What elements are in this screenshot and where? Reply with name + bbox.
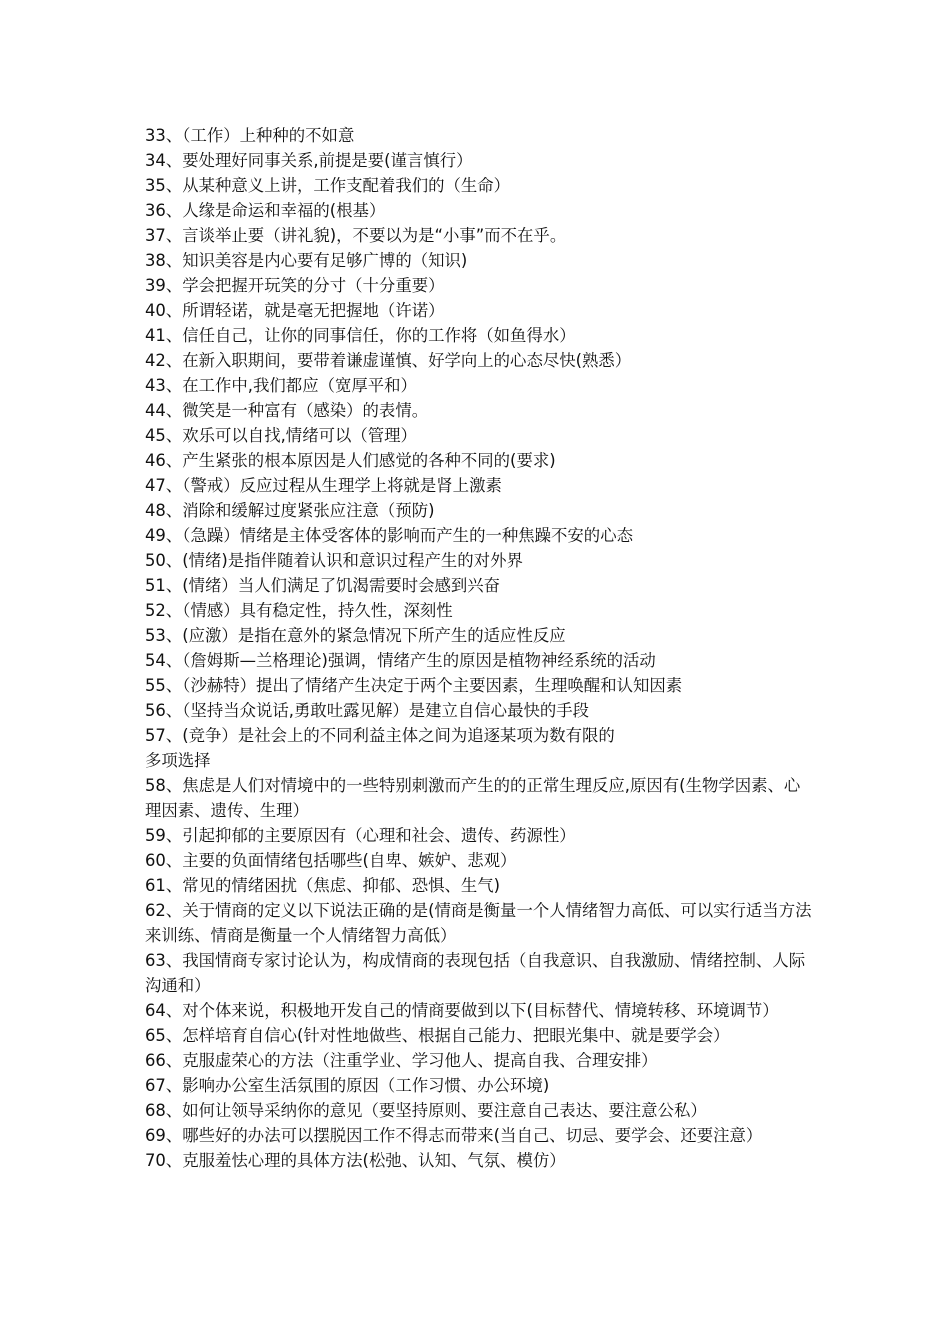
text-line: 47、（警戒）反应过程从生理学上将就是肾上激素 <box>145 476 502 495</box>
text-line: 33、（工作）上种种的不如意 <box>145 126 355 145</box>
text-line: 58、焦虑是人们对情境中的一些特别刺激而产生的的正常生理反应,原因有(生物学因素、心理因素、遗传、生理） <box>145 776 801 820</box>
text-line: 36、人缘是命运和幸福的(根基） <box>145 201 386 220</box>
text-line: 64、对个体来说，积极地开发自己的情商要做到以下(目标替代、情境转移、环境调节） <box>145 1001 779 1020</box>
text-line: 42、在新入职期间，要带着谦虚谨慎、好学向上的心态尽快(熟悉） <box>145 351 632 370</box>
text-line: 55、（沙赫特）提出了情绪产生决定于两个主要因素，生理唤醒和认知因素 <box>145 676 683 695</box>
text-line: 46、产生紧张的根本原因是人们感觉的各种不同的(要求) <box>145 451 556 470</box>
text-line: 67、影响办公室生活氛围的原因（工作习惯、办公环境) <box>145 1076 550 1095</box>
text-line: 49、（急躁）情绪是主体受客体的影响而产生的一种焦躁不安的心态 <box>145 526 633 545</box>
text-line: 39、学会把握开玩笑的分寸（十分重要） <box>145 276 445 295</box>
text-line: 34、要处理好同事关系,前提是要(谨言慎行） <box>145 151 473 170</box>
text-line: 68、如何让领导采纳你的意见（要坚持原则、要注意自己表达、要注意公私） <box>145 1101 707 1120</box>
text-line: 65、怎样培育自信心(针对性地做些、根据自己能力、把眼光集中、就是要学会） <box>145 1026 730 1045</box>
text-line: 70、克服羞怯心理的具体方法(松弛、认知、气氛、模仿） <box>145 1151 566 1170</box>
text-line: 35、从某种意义上讲，工作支配着我们的（生命） <box>145 176 511 195</box>
text-line: 48、消除和缓解过度紧张应注意（预防) <box>145 501 435 520</box>
text-line: 37、言谈举止要（讲礼貌)，不要以为是“小事”而不在乎。 <box>145 226 567 245</box>
text-line: 56、（坚持当众说话,勇敢吐露见解）是建立自信心最快的手段 <box>145 701 590 720</box>
text-line: 43、在工作中,我们都应（宽厚平和） <box>145 376 417 395</box>
text-line: 50、(情绪)是指伴随着认识和意识过程产生的对外界 <box>145 551 523 570</box>
text-line: 59、引起抑郁的主要原因有（心理和社会、遗传、药源性） <box>145 826 576 845</box>
text-line: 63、我国情商专家讨论认为，构成情商的表现包括（自我意识、自我激励、情绪控制、人际沟通和） <box>145 951 806 995</box>
section-heading: 多项选择 <box>145 751 211 770</box>
text-line: 60、主要的负面情绪包括哪些(自卑、嫉妒、悲观） <box>145 851 517 870</box>
text-line: 41、信任自己，让你的同事信任，你的工作将（如鱼得水） <box>145 326 576 345</box>
text-line: 53、(应激）是指在意外的紧急情况下所产生的适应性反应 <box>145 626 566 645</box>
text-line: 54、（詹姆斯—兰格理论)强调，情绪产生的原因是植物神经系统的活动 <box>145 651 656 670</box>
text-line: 52、（情感）具有稳定性，持久性，深刻性 <box>145 601 453 620</box>
text-line: 61、常见的情绪困扰（焦虑、抑郁、恐惧、生气) <box>145 876 501 895</box>
text-line: 57、(竞争）是社会上的不同利益主体之间为追逐某项为数有限的 <box>145 726 615 745</box>
text-line: 51、(情绪）当人们满足了饥渴需要时会感到兴奋 <box>145 576 501 595</box>
text-line: 38、知识美容是内心要有足够广博的（知识) <box>145 251 468 270</box>
text-line: 62、关于情商的定义以下说法正确的是(情商是衡量一个人情绪智力高低、可以实行适当方法来训练、情商是衡量一个人情绪智力高低） <box>145 901 812 945</box>
text-line: 66、克服虚荣心的方法（注重学业、学习他人、提高自我、合理安排） <box>145 1051 658 1070</box>
text-line: 69、哪些好的办法可以摆脱因工作不得志而带来(当自己、切忌、要学会、还要注意） <box>145 1126 763 1145</box>
text-line: 40、所谓轻诺，就是毫无把握地（许诺） <box>145 301 445 320</box>
document-body <box>145 123 813 1173</box>
text-line: 44、微笑是一种富有（感染）的表情。 <box>145 401 429 420</box>
text-line: 45、欢乐可以自找,情绪可以（管理） <box>145 426 417 445</box>
